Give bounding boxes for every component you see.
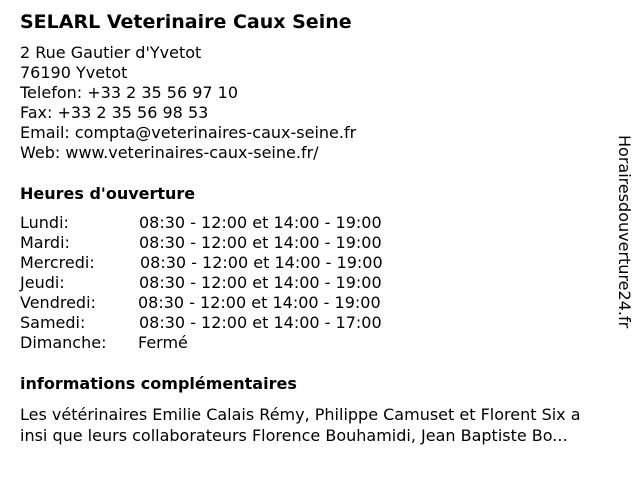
time-value: 08:30 - 12:00 et 14:00 - 17:00 [139, 313, 382, 332]
day-label: Mercredi: [20, 253, 95, 272]
city-postcode: 76190 Yvetot [20, 63, 128, 82]
day-label: Samedi: [20, 313, 86, 332]
time-value: 08:30 - 12:00 et 14:00 - 19:00 [139, 233, 382, 252]
info-line: insi que leurs collaborateurs Florence Bouhamidi, Jean Baptiste Bo... [20, 426, 568, 445]
day-label: Mardi: [20, 233, 70, 252]
day-label: Dimanche: [20, 333, 107, 352]
website-url[interactable]: Web: www.veterinaires-caux-seine.fr/ [20, 143, 319, 162]
street-address: 2 Rue Gautier d'Yvetot [20, 43, 202, 62]
time-value: 08:30 - 12:00 et 14:00 - 19:00 [140, 253, 383, 272]
additional-info-text [20, 404, 632, 446]
day-label: Lundi: [20, 213, 69, 232]
info-line: Les vétérinaires Emilie Calais Rémy, Philippe Camuset et Florent Six a [20, 405, 581, 424]
time-value: 08:30 - 12:00 et 14:00 - 19:00 [138, 293, 381, 312]
contact-block [20, 43, 356, 163]
additional-info-heading: informations complémentaires [20, 374, 297, 393]
email-address[interactable]: Email: compta@veterinaires-caux-seine.fr [20, 123, 357, 142]
time-value: 08:30 - 12:00 et 14:00 - 19:00 [139, 273, 382, 292]
time-value: 08:30 - 12:00 et 14:00 - 19:00 [139, 213, 382, 232]
opening-hours-heading: Heures d'ouverture [20, 184, 196, 203]
fax-number: Fax: +33 2 35 56 98 53 [20, 103, 209, 122]
time-value: Fermé [138, 333, 188, 352]
phone-number[interactable]: Telefon: +33 2 35 56 97 10 [20, 83, 239, 102]
site-watermark: Horairesdouverture24.fr [615, 135, 634, 329]
day-label: Jeudi: [20, 273, 65, 292]
business-name: SELARL Veterinaire Caux Seine [20, 11, 352, 33]
day-label: Vendredi: [20, 293, 96, 312]
